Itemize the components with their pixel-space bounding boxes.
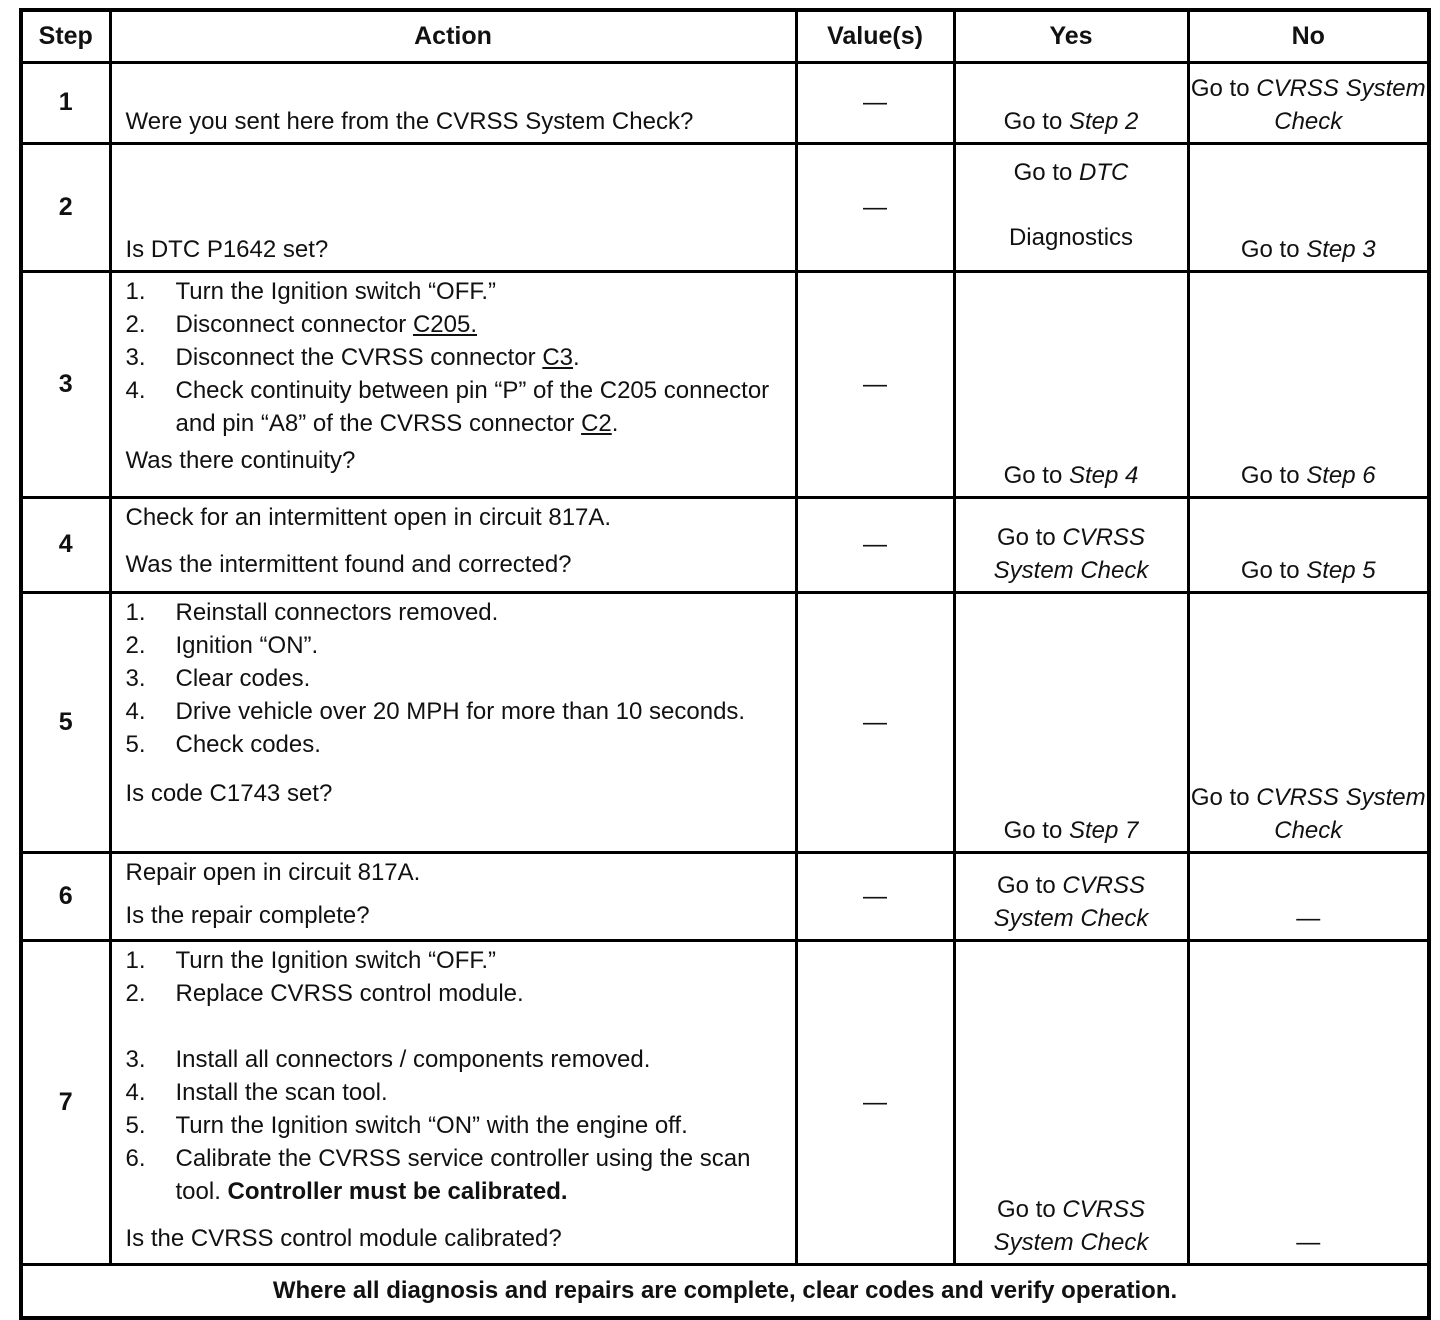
no-prefix: Go to [1190, 74, 1250, 102]
item-text [176, 1142, 789, 1208]
no-link[interactable]: Step 3 [1306, 235, 1376, 263]
yes-cell[interactable] [954, 62, 1188, 143]
yes-prefix: Go to [1003, 461, 1063, 489]
item-text [176, 308, 789, 341]
yes-cell[interactable] [954, 271, 1188, 497]
yes-prefix: Go to [1003, 107, 1063, 135]
yes-link[interactable]: Step 4 [1068, 461, 1139, 489]
action-cell [110, 62, 796, 143]
item-text-part: Disconnect the CVRSS connector [175, 343, 543, 371]
yes-prefix: Go to [1013, 159, 1073, 186]
item-text-part: Disconnect connector [175, 310, 413, 338]
action-question: Were you sent here from the CVRSS System Check? [125, 107, 694, 135]
value-dash: — [863, 882, 887, 910]
item-text: Turn the Ignition switch “OFF.” [175, 946, 497, 974]
action-question: Is DTC P1642 set? [125, 235, 329, 263]
item-text [176, 341, 789, 374]
no-dash: — [1296, 1228, 1321, 1256]
action-cell [110, 497, 796, 592]
procedure-list [126, 596, 789, 761]
item-number: 6. [125, 1144, 146, 1172]
yes-prefix: Go to [996, 523, 1056, 551]
action-question: Was the intermittent found and corrected? [125, 550, 572, 578]
value-cell [796, 497, 954, 592]
item-number: 3. [125, 1045, 146, 1073]
item-emphasis: Controller must be calibrated. [227, 1177, 568, 1205]
item-text: Turn the Ignition switch “ON” with the engine off. [175, 1111, 688, 1139]
header-step: Step [21, 10, 110, 62]
action-question: Is the CVRSS control module calibrated? [125, 1224, 562, 1252]
item-number: 2. [125, 310, 146, 338]
item-text: Replace CVRSS control module. [175, 979, 524, 1007]
procedure-list [126, 275, 789, 440]
item-text-part: Calibrate the CVRSS service controller using the scan tool. [175, 1144, 751, 1205]
action-instruction: Repair open in circuit 817A. [125, 858, 421, 886]
value-dash: — [863, 193, 887, 221]
step-number: 2 [21, 143, 110, 271]
item-number: 2. [125, 979, 146, 1007]
item-number: 3. [125, 664, 146, 692]
list-item [126, 662, 789, 695]
item-number: 5. [125, 1111, 146, 1139]
table-row-step-4 [21, 497, 1429, 592]
no-cell[interactable] [1188, 143, 1429, 271]
action-question: Was there continuity? [125, 446, 356, 474]
no-cell [1188, 852, 1429, 940]
value-cell [796, 940, 954, 1264]
item-text: Check codes. [175, 730, 321, 758]
item-text: Reinstall connectors removed. [175, 598, 499, 626]
value-dash: — [863, 1088, 887, 1116]
yes-link[interactable]: CVRSS System Check [993, 1195, 1149, 1256]
list-item [126, 695, 789, 728]
table-row-step-7 [21, 940, 1429, 1264]
step-number: 6 [21, 852, 110, 940]
action-instruction: Check for an intermittent open in circuit 817A. [125, 503, 612, 531]
step-number: 7 [21, 940, 110, 1264]
table-row-step-6 [21, 852, 1429, 940]
step-number: 4 [21, 497, 110, 592]
item-number: 1. [125, 598, 146, 626]
list-item [126, 977, 789, 1010]
list-item [126, 308, 789, 341]
action-cell [110, 271, 796, 497]
no-cell[interactable] [1188, 62, 1429, 143]
no-dash: — [1296, 904, 1321, 932]
procedure-list [126, 944, 789, 1208]
header-action: Action [110, 10, 796, 62]
item-text: Clear codes. [175, 664, 311, 692]
table-row-step-2 [21, 143, 1429, 271]
step-number: 1 [21, 62, 110, 143]
no-prefix: Go to [1240, 235, 1300, 263]
connector-link[interactable]: C3 [542, 343, 574, 371]
diagnostic-table [19, 8, 1431, 1320]
step-number: 3 [21, 271, 110, 497]
item-text [176, 374, 789, 440]
item-number: 1. [125, 946, 146, 974]
item-text-part: Check continuity between pin “P” of the C205 connector and pin “A8” of the CVRSS connector [175, 376, 770, 437]
list-item [126, 596, 789, 629]
value-dash: — [863, 708, 887, 736]
list-item [126, 1109, 789, 1142]
list-item [126, 1076, 789, 1109]
item-number: 1. [125, 277, 146, 305]
no-link[interactable]: CVRSS System Check [1256, 74, 1426, 135]
no-cell [1188, 940, 1429, 1264]
yes-link[interactable]: CVRSS System Check [993, 523, 1149, 584]
no-prefix: Go to [1240, 461, 1300, 489]
action-cell [110, 592, 796, 852]
value-cell [796, 62, 954, 143]
item-number: 4. [125, 697, 146, 725]
value-dash: — [863, 89, 887, 116]
action-cell [110, 940, 796, 1264]
list-item [126, 728, 789, 761]
action-cell [110, 143, 796, 271]
value-cell [796, 592, 954, 852]
value-dash: — [863, 370, 887, 398]
action-cell [110, 852, 796, 940]
list-item [126, 275, 789, 308]
item-text: Install the scan tool. [175, 1078, 388, 1106]
header-values: Value(s) [796, 10, 954, 62]
no-link[interactable]: CVRSS System Check [1256, 783, 1426, 844]
yes-prefix: Go to [1003, 816, 1063, 844]
no-link[interactable]: Step 6 [1306, 461, 1376, 489]
footer-row [21, 1264, 1429, 1318]
list-item [126, 1043, 789, 1076]
header-yes: Yes [954, 10, 1188, 62]
header-row [21, 10, 1429, 62]
yes-link[interactable]: CVRSS System Check [993, 871, 1149, 932]
yes-prefix: Go to [996, 871, 1056, 899]
list-item [126, 944, 789, 977]
list-item [126, 629, 789, 662]
item-text: Drive vehicle over 20 MPH for more than 10 seconds. [175, 697, 746, 725]
list-item [126, 1142, 789, 1208]
connector-link[interactable]: C205. [412, 310, 478, 338]
no-link[interactable]: Step 5 [1306, 556, 1376, 584]
item-text-part: . [611, 409, 619, 437]
item-text-part: . [573, 343, 580, 371]
value-cell [796, 852, 954, 940]
item-number: 2. [125, 631, 146, 659]
item-text: Ignition “ON”. [175, 631, 319, 659]
list-item [126, 341, 789, 374]
yes-cell[interactable] [954, 497, 1188, 592]
item-number: 3. [125, 343, 146, 371]
no-prefix: Go to [1240, 556, 1300, 584]
table-row-step-1 [21, 62, 1429, 143]
item-number: 4. [125, 1078, 146, 1106]
item-text: Turn the Ignition switch “OFF.” [175, 277, 497, 305]
yes-cell[interactable] [954, 592, 1188, 852]
item-text: Install all connectors / components removed. [175, 1045, 651, 1073]
yes-link-continued[interactable]: Diagnostics [1008, 224, 1134, 251]
no-cell[interactable] [1188, 592, 1429, 852]
item-number: 5. [125, 730, 146, 758]
value-dash: — [863, 531, 887, 558]
step-number: 5 [21, 592, 110, 852]
item-number: 4. [125, 376, 146, 404]
action-question: Is the repair complete? [125, 901, 370, 929]
no-prefix: Go to [1190, 783, 1250, 811]
table-row-step-5 [21, 592, 1429, 852]
yes-link[interactable]: Step 7 [1068, 816, 1139, 844]
connector-link[interactable]: C2 [581, 409, 612, 437]
table-row-step-3 [21, 271, 1429, 497]
yes-prefix: Go to [996, 1195, 1056, 1223]
footer-note: Where all diagnosis and repairs are complete, clear codes and verify operation. [21, 1264, 1429, 1318]
header-no: No [1188, 10, 1429, 62]
action-question: Is code C1743 set? [125, 779, 333, 807]
list-item [126, 374, 789, 440]
no-cell[interactable] [1188, 271, 1429, 497]
yes-link[interactable]: DTC [1079, 159, 1129, 186]
yes-link[interactable]: Step 2 [1068, 107, 1139, 135]
no-cell[interactable] [1188, 497, 1429, 592]
yes-cell[interactable] [954, 940, 1188, 1264]
value-cell [796, 271, 954, 497]
value-cell [796, 143, 954, 271]
yes-cell[interactable] [954, 852, 1188, 940]
yes-cell[interactable] [954, 143, 1188, 271]
